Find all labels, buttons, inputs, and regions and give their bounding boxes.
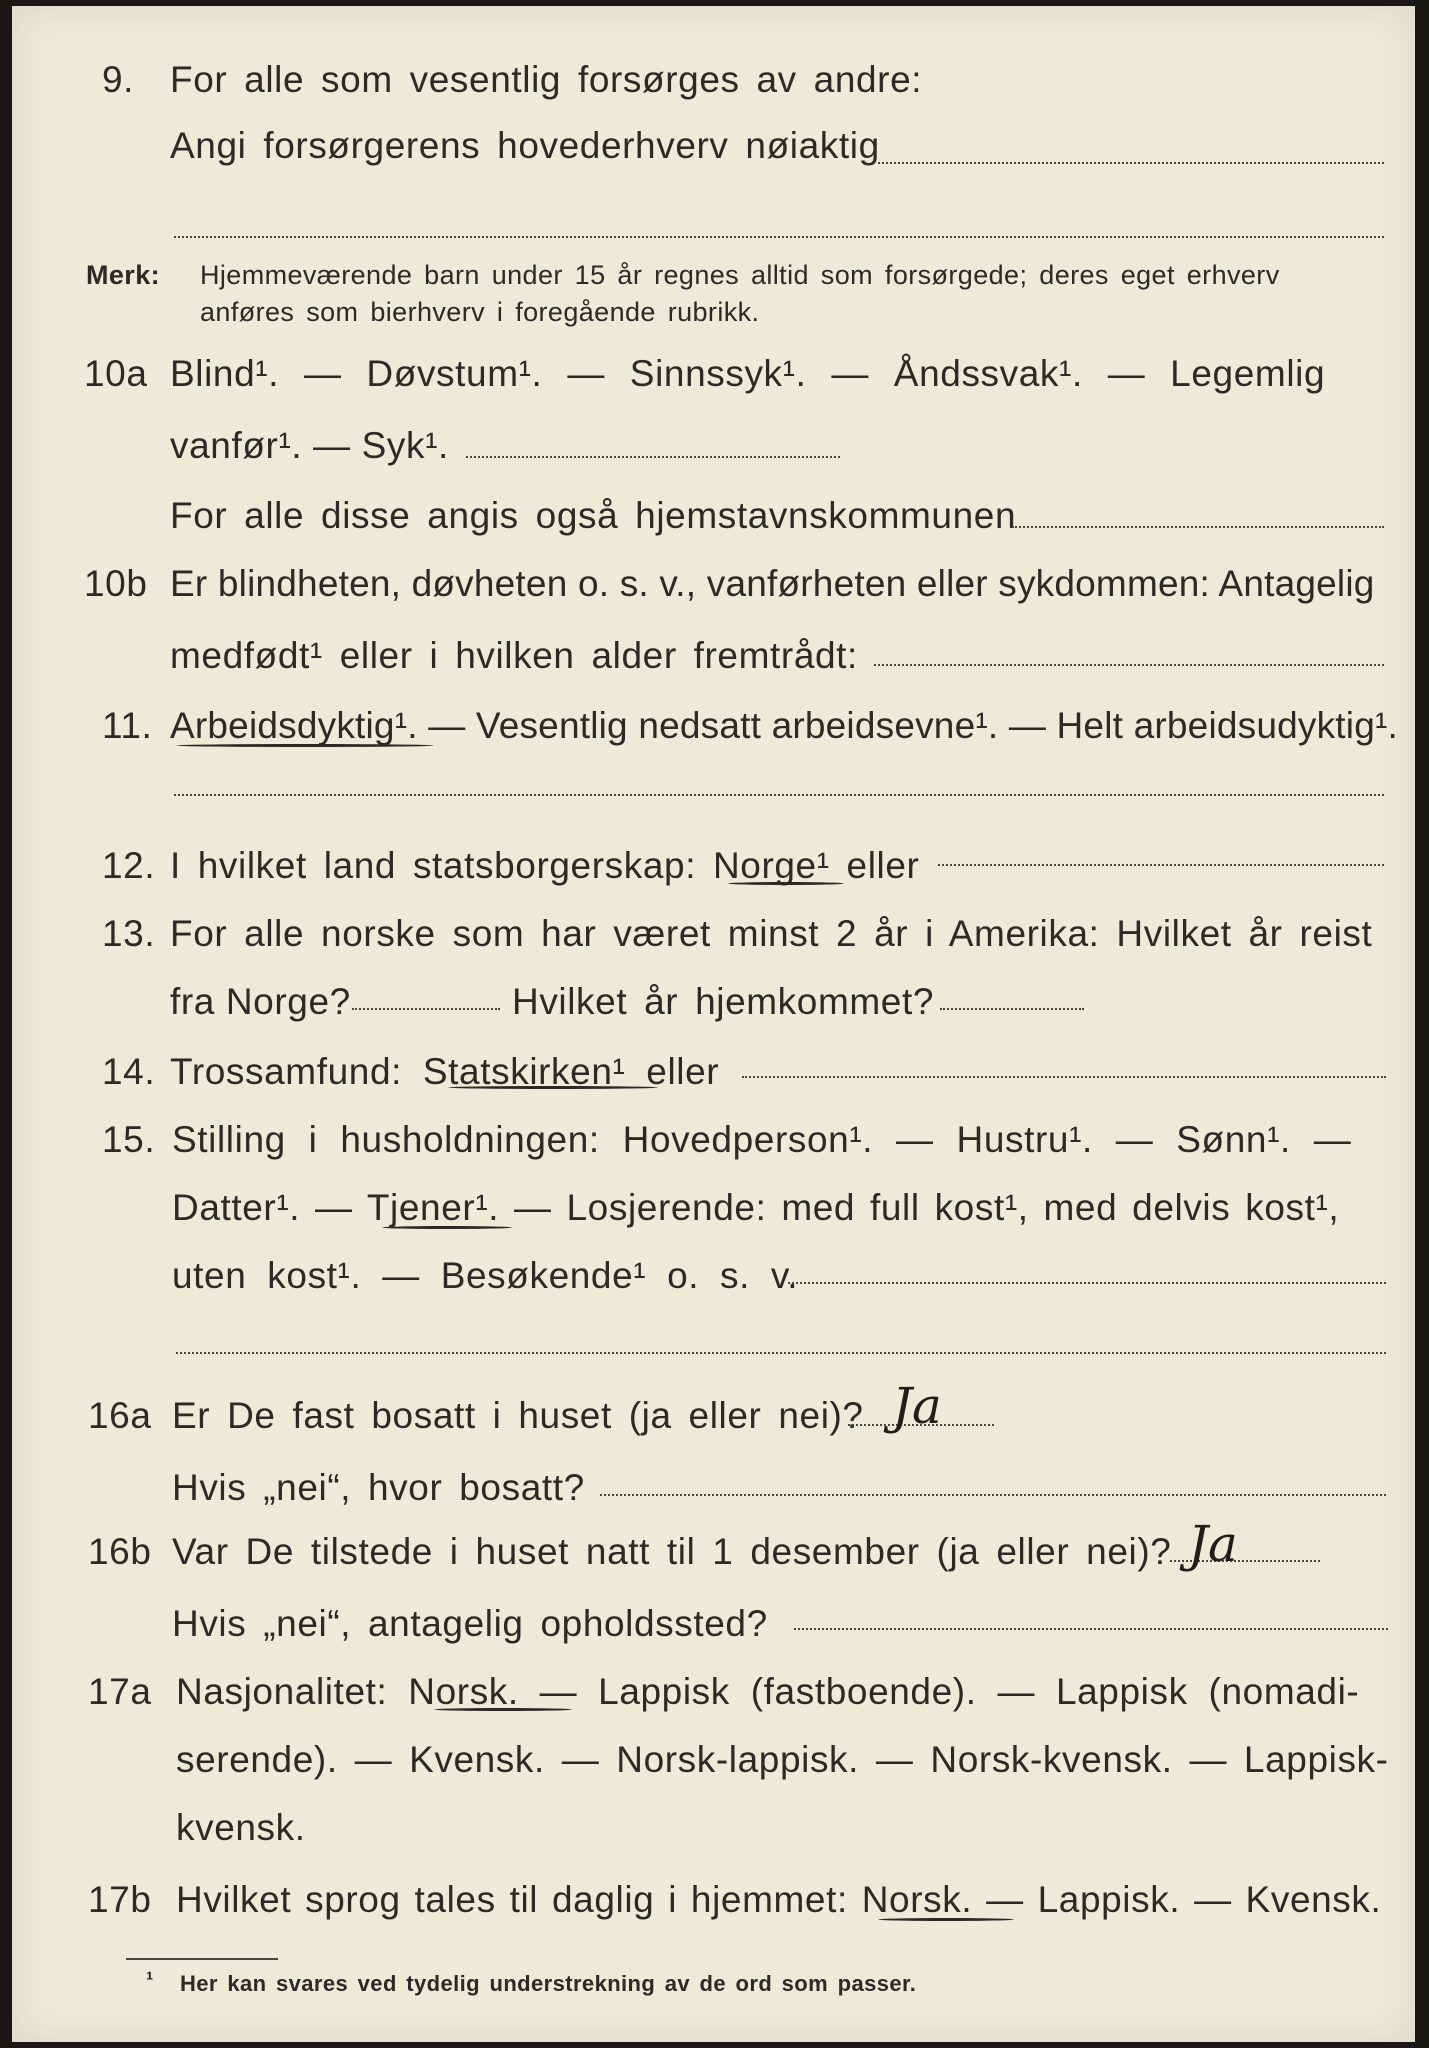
- q17b-number: 17b: [88, 1879, 152, 1920]
- q15-line3: uten kost¹. — Besøkende¹ o. s. v.: [172, 1255, 799, 1296]
- q17b-line1: Hvilket sprog tales til daglig i hjemmet: Norsk. — Lappisk. — Kvensk.: [176, 1879, 1382, 1920]
- footnote-rule: [126, 1958, 278, 1960]
- q17a-line2: serende). — Kvensk. — Norsk-lappisk. — Norsk-kvensk. — Lappisk-: [176, 1739, 1389, 1780]
- footnote-mark: ¹: [146, 1967, 154, 1992]
- q16b-opholdssted-field[interactable]: [794, 1628, 1388, 1630]
- q16b-line1: Var De tilstede i huset natt til 1 desember (ja eller nei)?: [172, 1531, 1172, 1572]
- q15-line1: Stilling i husholdningen: Hovedperson¹. — Hustru¹. — Sønn¹. —: [172, 1119, 1352, 1160]
- q16b-line2: Hvis „nei“, antagelig opholdssted?: [172, 1603, 768, 1644]
- q17a-line3: kvensk.: [176, 1807, 306, 1848]
- q10a-hjemstavn-field[interactable]: [1012, 526, 1384, 528]
- q12-norge-underline: [728, 882, 844, 885]
- q10a-line1: Blind¹. — Døvstum¹. — Sinnssyk¹. — Åndssvak¹. — Legemlig: [170, 353, 1326, 394]
- q12-land-field[interactable]: [938, 864, 1384, 866]
- q9-answer-field[interactable]: [878, 162, 1384, 164]
- q14-statskirken-underline: [448, 1086, 658, 1089]
- q16a-line2: Hvis „nei“, hvor bosatt?: [172, 1467, 585, 1508]
- merk-label: Merk:: [86, 260, 161, 290]
- q17b-norsk-underline: [878, 1918, 1014, 1921]
- q10b-line1: Er blindheten, døvheten o. s. v., vanførheten eller sykdommen: Antagelig: [170, 563, 1375, 604]
- q10b-line2: medfødt¹ eller i hvilken alder fremtrådt:: [170, 635, 858, 676]
- q9-answer-field-2[interactable]: [174, 236, 1384, 238]
- q16a-line1: Er De fast bosatt i huset (ja eller nei)?: [172, 1395, 864, 1436]
- q15-stilling-field[interactable]: [788, 1282, 1386, 1284]
- q11-answer-field[interactable]: [174, 794, 1384, 796]
- q15-number: 15.: [102, 1119, 156, 1160]
- census-form-page: [12, 6, 1415, 2042]
- merk-line2: anføres som bierhverv i foregående rubrikk.: [200, 297, 760, 327]
- q14-trossamfund-field[interactable]: [742, 1076, 1386, 1078]
- q13-reist-field[interactable]: [352, 1008, 500, 1010]
- q15-line2: Datter¹. — Tjener¹. — Losjerende: med full kost¹, med delvis kost¹,: [172, 1187, 1340, 1228]
- q16a-handwritten-answer: Ja: [892, 1377, 942, 1435]
- q14-line1: Trossamfund: Statskirken¹ eller: [170, 1051, 720, 1092]
- q10b-number: 10b: [84, 563, 148, 604]
- q13-hjemkommet-field[interactable]: [940, 1008, 1084, 1010]
- q12-line1: I hvilket land statsborgerskap: Norge¹ eller: [170, 845, 920, 886]
- q12-number: 12.: [102, 845, 156, 886]
- q13-line2a: fra Norge?: [170, 981, 351, 1022]
- q10a-number: 10a: [84, 353, 148, 394]
- q17a-norsk-underline: [434, 1708, 572, 1711]
- q10a-line2: vanfør¹. — Syk¹.: [170, 425, 449, 466]
- q17a-line1: Nasjonalitet: Norsk. — Lappisk (fastboende). — Lappisk (nomadi-: [176, 1671, 1360, 1712]
- q10a-syk-field[interactable]: [466, 456, 840, 458]
- q17a-number: 17a: [88, 1671, 152, 1712]
- q16a-number: 16a: [88, 1395, 152, 1436]
- q11-line1: Arbeidsdyktig¹. — Vesentlig nedsatt arbeidsevne¹. — Helt arbeidsudyktig¹.: [170, 705, 1398, 746]
- q16a-bosatt-field[interactable]: [600, 1494, 1386, 1496]
- footnote-text: Her kan svares ved tydelig understrekning av de ord som passer.: [180, 1971, 917, 1996]
- q10b-alder-field[interactable]: [874, 664, 1384, 666]
- q10a-line3: For alle disse angis også hjemstavnskommunen: [170, 495, 1017, 536]
- q11-arbeidsdyktig-underline: [176, 744, 434, 747]
- q13-line1: For alle norske som har været minst 2 år i Amerika: Hvilket år reist: [170, 913, 1373, 954]
- q16b-number: 16b: [88, 1531, 152, 1572]
- q11-number: 11.: [102, 705, 153, 746]
- q16b-handwritten-answer: Ja: [1188, 1515, 1238, 1573]
- q9-line1: For alle som vesentlig forsørges av andre:: [170, 59, 923, 100]
- q15-stilling-field-2[interactable]: [176, 1352, 1386, 1354]
- q13-line2b: Hvilket år hjemkommet?: [512, 981, 935, 1022]
- q13-number: 13.: [102, 913, 156, 954]
- q9-line2: Angi forsørgerens hovederhverv nøiaktig: [170, 125, 880, 166]
- q15-tjener-underline: [382, 1226, 512, 1229]
- merk-line1: Hjemmeværende barn under 15 år regnes alltid som forsørgede; deres eget erhverv: [200, 260, 1280, 290]
- q9-number: 9.: [102, 59, 135, 100]
- q14-number: 14.: [102, 1051, 156, 1092]
